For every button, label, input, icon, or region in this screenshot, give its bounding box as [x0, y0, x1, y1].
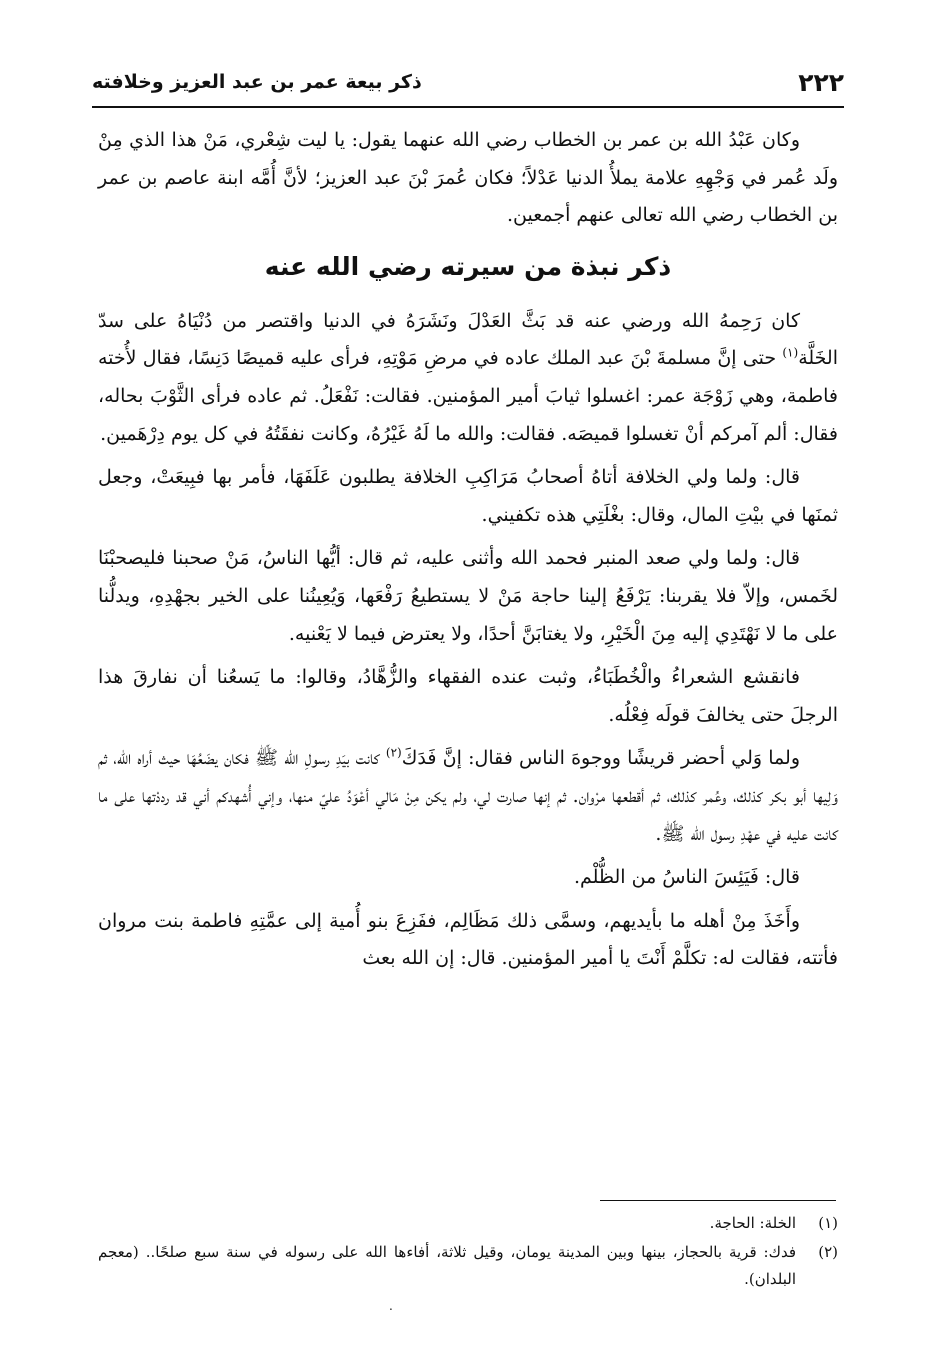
paragraph-1: وكان عَبْدُ الله بن عمر بن الخطاب رضي الله عنهما يقول: يا ليت شِعْري، مَنْ هذا الذي مِنْ ولَد عُمر في وَجْهِهِ علامة يملأُ الدنيا عَدْلاً؛ فكان عُمرَ بْنَ عبد العزيز؛ لأنَّ أُمَّه ابنة عاصم بن عمر بن الخطاب رضي الله تعالى عنهم أجمعين.	[98, 129, 838, 227]
footnote-text: الخلة: الحاجة.	[709, 1214, 796, 1232]
page-number: ٢٢٢	[798, 67, 844, 97]
footnote-number: (١)	[818, 1214, 838, 1232]
page-header	[92, 62, 844, 102]
footnote-1	[98, 1210, 838, 1237]
paragraph-3: قال: ولما ولي الخلافة أتاهُ أصحابُ مَرَاكِبِ الخلافة يطلبون عَلَفَهَا، فأمر بها فبِيعَتْ، وجعل ثمنَها في بيْتِ المال، وقال: بغْلَتِي هذه تكفيني.	[98, 466, 838, 526]
footnote-text: فدك: قرية بالحجاز، بينها وبين المدينة يومان، وقيل ثلاثة، أفاءها الله على رسوله في سنة سبع صلحًا.. (معجم البلدان).	[98, 1243, 796, 1288]
footnote-number: (٢)	[818, 1243, 838, 1261]
section-heading: ذكر نبذة من سيرته رضي الله عنه	[264, 251, 672, 281]
paragraph-2-text-a: كان رَحِمهُ الله ورضي عنه قد بَثَّ العَدْلَ ونَشَرَهُ في الدنيا واقتصر من دُنْيَاهُ على سدّ الخَلَّة	[98, 309, 838, 370]
paragraph-6-text-a: ولما وَلي أحضر قريشًا ووجوهَ الناس فقال: إنَّ فَدَكَ	[401, 747, 801, 770]
paragraph-4: قال: ولما ولي صعد المنبر فحمد الله وأثنى عليه، ثم قال: أيُّها الناسُ، مَنْ صحبنا فليصحبْنَا لخَمس، وإلاّ فلا يقربنا: يَرْفَعُ إلينا حاجة مَنْ لا يستطيعُ رَفْعَها، وَيُعِينُنا على الخير بجهْدِهِ، ويدلُّنا على ما لا نَهْتَدِي إليه مِنَ الْخَيْرِ، ولا يغتابَنَّ أحدًا، ولا يعترض فيما لا يَعْنيه.	[98, 547, 838, 645]
page-mark: .	[389, 1299, 393, 1313]
main-text	[98, 122, 838, 984]
footnote-rule	[600, 1200, 836, 1201]
paragraph-6-text-b: كانت بيَدِ رسولِ الله ﷺ فكان يضَعُهَا حيث أراه الله، ثم وَلِيها أبو بكر كذلك، وعُمر كذلك، ثم أقطعها مرْوان. ثم إنها صارت لي، ولم يكن مِنْ مَالي أعْوَدُ عليّ منها، وإني أُشهدكم أني قد رددْتها على ما كانت عليه في عهْدِ رسول الله ﷺ.	[98, 747, 838, 845]
paragraph-7: قال: فَيَئِسَ الناسُ من الظُّلْم.	[573, 866, 800, 889]
footnote-2	[98, 1239, 838, 1293]
footnote-ref-2[interactable]: (٢)	[385, 745, 402, 760]
footnotes	[98, 1210, 838, 1295]
paragraph-8: وأَخَذَ مِنْ أهله ما بأيديهم، وسمَّى ذلك مَظَالِم، ففَزِعَ بنو أُمية إلى عمَّتِهِ فاطمة بنت مروان فأتته، فقالت له: تكلَّمْ أَنْتَ يا أمير المؤمنين. قال: إن الله بعث	[98, 909, 838, 970]
paragraph-5: فانقشع الشعراءُ والْخُطَبَاءُ، وثبت عنده الفقهاء والزُّهَّادُ، وقالوا: ما يَسعُنا أن نفارقَ هذا الرجلَ حتى يخالفَ قولَه فِعْلُه.	[98, 666, 838, 726]
header-rule	[92, 106, 844, 108]
paragraph-2-text-b: حتى إنَّ مسلمةَ بْنَ عبد الملك عاده في مرضِ مَوْتِهِ، فرأى عليه قميصًا دَنِسًا، فقال لأُخته فاطمة، وهي زَوْجَة عمر: اغسلوا ثيابَ أمير المؤمنين. فقالت: نَفْعَلُ. ثم عاده فرأى الثَّوْبَ بحاله، فقال: ألم آمركم أنْ تغسلوا قميصَه. فقالت: والله ما لَهُ غَيْرُهُ، وكانت نفقَتُهُ في كل يوم دِرْهَمين.	[98, 347, 838, 445]
paragraph-6	[98, 740, 838, 853]
running-title: ذكر بيعة عمر بن عبد العزيز وخلافته	[92, 71, 422, 93]
paragraph-2	[98, 303, 838, 453]
footnote-ref-1[interactable]: (١)	[782, 346, 799, 361]
